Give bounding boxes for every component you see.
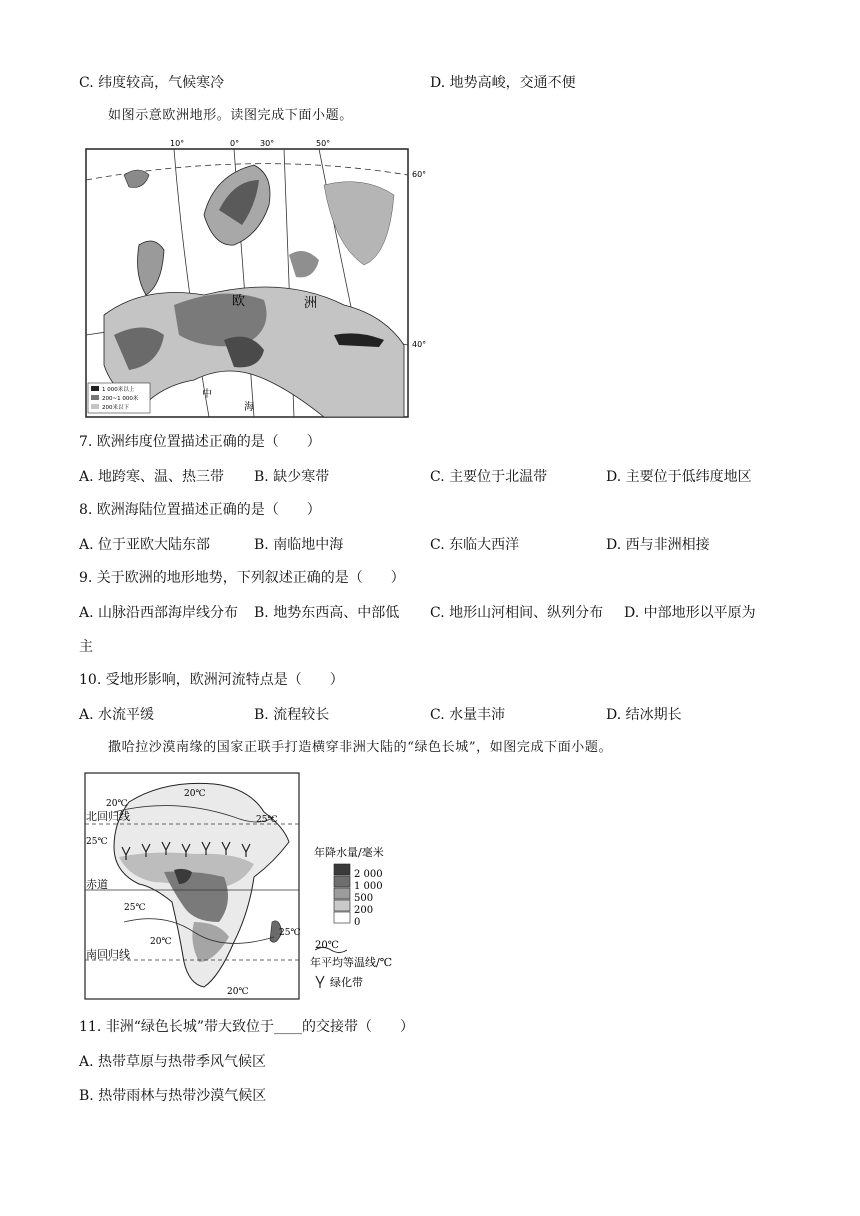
isotherm-label: 25℃	[279, 928, 301, 938]
precip-legend-value: 500	[354, 893, 374, 904]
isotherm-label: 20℃	[227, 987, 249, 997]
precip-legend	[334, 864, 383, 928]
place-label: 海	[244, 402, 254, 413]
q9-option-c[interactable]: C. 地形山河相间、纵列分布	[430, 605, 604, 621]
lon-label: 0°	[230, 139, 240, 148]
isotherm-legend-label: 年平均等温线/℃	[310, 956, 393, 969]
isotherm-legend-value: 20℃	[315, 940, 339, 951]
isotherm-label: 20℃	[150, 937, 172, 947]
q9-option-a[interactable]: A. 山脉沿西部海岸线分布	[79, 605, 239, 621]
q11-option-b[interactable]: B. 热带雨林与热带沙漠气候区	[79, 1088, 267, 1104]
green-belt-legend-icon	[316, 976, 324, 988]
q8-option-c[interactable]: C. 东临大西洋	[430, 537, 520, 553]
question-11-stem: 11. 非洲“绿色长城”带大致位于____的交接带（ ）	[79, 1019, 415, 1035]
lat-label: 40°	[412, 340, 427, 349]
prev-option-c: C. 纬度较高，气候寒冷	[79, 75, 225, 91]
precip-legend-title: 年降水量/毫米	[314, 846, 384, 859]
q10-option-b[interactable]: B. 流程较长	[254, 707, 330, 723]
q9-option-d-wrap: 主	[79, 639, 93, 655]
q10-option-c[interactable]: C. 水量丰沛	[430, 707, 506, 723]
precip-legend-value: 200	[354, 905, 374, 916]
precip-legend-value: 1 000	[354, 881, 383, 892]
q10-option-a[interactable]: A. 水流平缓	[79, 707, 155, 723]
africa-map-figure	[84, 772, 424, 1002]
tropic-cancer-label: 北回归线	[86, 810, 130, 823]
place-label: 洲	[304, 296, 318, 311]
precip-legend-swatch	[334, 876, 350, 887]
precip-legend-swatch	[334, 912, 350, 923]
q7-option-a[interactable]: A. 地跨寒、温、热三带	[79, 469, 225, 485]
precip-legend-swatch	[334, 864, 350, 875]
precip-legend-swatch	[334, 888, 350, 899]
q8-option-b[interactable]: B. 南临地中海	[254, 537, 344, 553]
precip-legend-value: 2 000	[354, 869, 383, 880]
lon-label: 10°	[170, 139, 185, 148]
q11-option-a[interactable]: A. 热带草原与热带季风气候区	[79, 1054, 267, 1070]
green-belt-legend-label: 绿化带	[330, 976, 363, 989]
q9-option-b[interactable]: B. 地势东西高、中部低	[254, 605, 400, 621]
lat-label: 60°	[412, 170, 427, 179]
q8-option-d[interactable]: D. 西与非洲相接	[606, 537, 710, 553]
question-8-stem: 8. 欧洲海陆位置描述正确的是（ ）	[79, 502, 321, 518]
q7-option-d[interactable]: D. 主要位于低纬度地区	[606, 469, 752, 485]
prev-option-d: D. 地势高峻，交通不便	[430, 75, 576, 91]
legend-label: 200~1 000米	[102, 396, 139, 402]
q7-option-c[interactable]: C. 主要位于北温带	[430, 469, 548, 485]
equator-label: 赤道	[86, 878, 108, 891]
tropic-capricorn-label: 南回归线	[86, 948, 130, 961]
q9-option-d[interactable]: D. 中部地形以平原为	[624, 605, 756, 621]
isotherm-label: 20℃	[106, 799, 128, 809]
lon-label: 50°	[316, 139, 331, 148]
legend-label: 1 000米以上	[102, 387, 135, 393]
africa-map	[84, 772, 424, 1002]
intro-africa: 撒哈拉沙漠南缘的国家正联手打造横穿非洲大陆的“绿色长城”，如图完成下面小题。	[108, 740, 613, 755]
precip-legend-swatch	[334, 900, 350, 911]
question-10-stem: 10. 受地形影响，欧洲河流特点是（ ）	[79, 672, 344, 688]
isotherm-label: 25℃	[86, 837, 108, 847]
q8-option-a[interactable]: A. 位于亚欧大陆东部	[79, 537, 211, 553]
place-label: 中	[202, 389, 212, 400]
europe-map	[84, 135, 429, 420]
lon-label: 30°	[260, 139, 275, 148]
question-9-stem: 9. 关于欧洲的地形地势，下列叙述正确的是（ ）	[79, 570, 405, 586]
europe-map-figure	[84, 135, 429, 420]
isotherm-label: 25℃	[124, 903, 146, 913]
intro-europe: 如图示意欧洲地形。读图完成下面小题。	[108, 108, 353, 123]
q7-option-b[interactable]: B. 缺少寒带	[254, 469, 330, 485]
place-label: 欧	[232, 294, 246, 309]
isotherm-label: 25℃	[256, 815, 278, 825]
precip-legend-value: 0	[354, 917, 361, 928]
question-7-stem: 7. 欧洲纬度位置描述正确的是（ ）	[79, 434, 321, 450]
q10-option-d[interactable]: D. 结冰期长	[606, 707, 682, 723]
isotherm-label: 20℃	[184, 789, 206, 799]
legend-label: 200米以下	[102, 405, 129, 411]
